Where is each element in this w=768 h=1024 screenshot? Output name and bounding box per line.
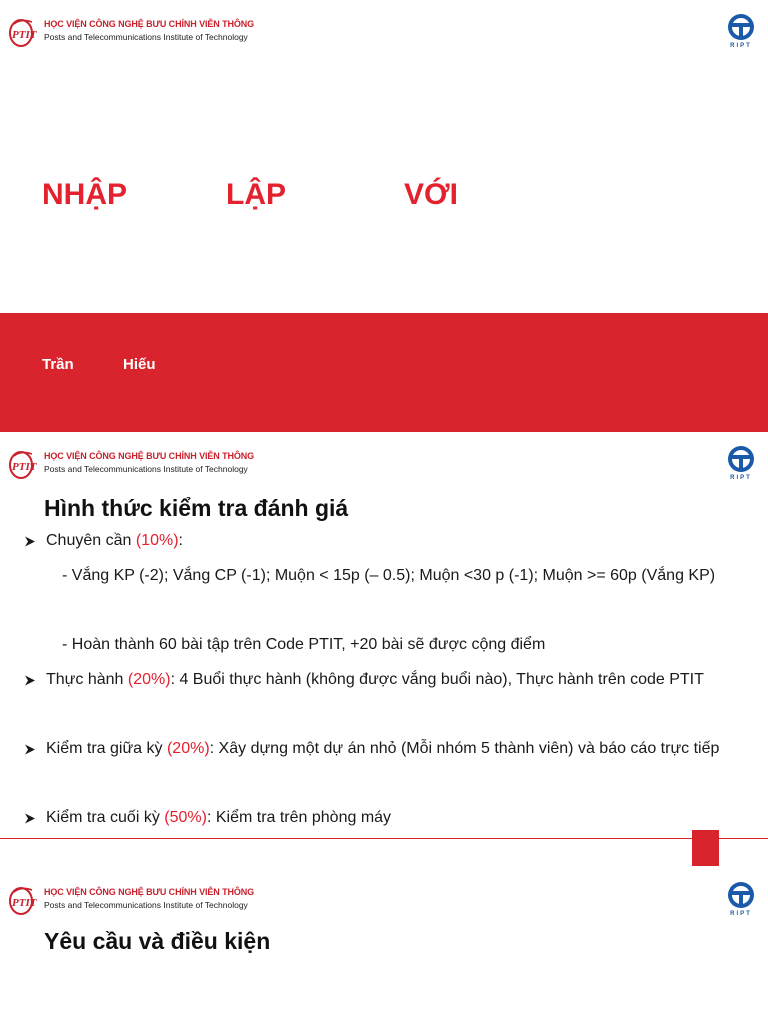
ript-logo-icon — [723, 444, 759, 480]
course-title-word-1: NHẬP — [42, 178, 128, 211]
arrow-bullet-icon — [22, 663, 40, 697]
slide-title: Hình thức kiểm tra đánh giá — [44, 495, 349, 521]
attendance-rule-exercises: - Hoàn thành 60 bài tập trên Code PTIT, +20 bài sẽ được cộng điểm — [62, 636, 546, 653]
author-band — [0, 313, 768, 432]
bullet-label: Kiểm tra cuối kỳ — [46, 809, 165, 826]
requirements-slide — [0, 868, 768, 1024]
weight-percent: (20%) — [127, 671, 171, 688]
bullet-practice — [22, 663, 742, 698]
weight-percent: (50%) — [164, 809, 207, 826]
ptit-logo-icon — [8, 14, 42, 50]
ript-logo-icon — [723, 12, 759, 48]
ptit-logo-icon — [8, 446, 42, 482]
ptit-logo-text: PTIT — [12, 897, 37, 909]
bullet-detail: : Kiểm tra trên phòng máy — [206, 809, 392, 826]
ript-logo-text: RIPT — [730, 475, 752, 480]
attendance-rule-absence: - Vắng KP (-2); Vắng CP (-1); Muộn < 15p (– 0.5); Muộn <30 p (-1); Muộn >= 60p (Vắng KP) — [62, 567, 716, 584]
bullet-final-exam — [22, 801, 742, 836]
slide-title: Yêu cầu và điều kiện — [44, 928, 271, 954]
author-name-word-1: Trần — [42, 356, 74, 373]
arrow-bullet-icon — [22, 524, 40, 558]
bullet-attendance — [22, 524, 742, 559]
weight-percent: (20%) — [166, 740, 210, 757]
bullet-label: Chuyên cần — [46, 532, 136, 549]
arrow-bullet-icon — [22, 732, 40, 766]
footer-accent-block — [692, 830, 719, 866]
institute-name-en: Posts and Telecommunications Institute of Technology — [44, 464, 248, 474]
ript-logo-text: RIPT — [730, 911, 752, 916]
bullet-detail: : Xây dựng một dự án nhỏ (Mỗi nhóm 5 thành viên) và báo cáo trực tiếp — [209, 740, 720, 757]
institute-name-en: Posts and Telecommunications Institute of Technology — [44, 900, 248, 910]
institute-name-vn: HỌC VIỆN CÔNG NGHỆ BƯU CHÍNH VIỄN THÔNG — [44, 451, 255, 461]
assessment-slide — [0, 432, 768, 868]
title-slide — [0, 0, 768, 432]
institute-name-en: Posts and Telecommunications Institute of Technology — [44, 32, 248, 42]
institute-name-vn: HỌC VIỆN CÔNG NGHỆ BƯU CHÍNH VIỄN THÔNG — [44, 19, 255, 29]
slide-header — [0, 432, 768, 492]
slide-header — [0, 868, 768, 928]
footer-divider — [0, 838, 768, 839]
bullet-detail: : — [178, 532, 183, 549]
ptit-logo-text: PTIT — [12, 29, 37, 41]
bullet-detail: : 4 Buổi thực hành (không được vắng buổi nào), Thực hành trên code PTIT — [170, 671, 704, 688]
arrow-bullet-icon — [22, 801, 40, 835]
institute-name-vn: HỌC VIỆN CÔNG NGHỆ BƯU CHÍNH VIỄN THÔNG — [44, 887, 255, 897]
course-title-word-3: VỚI — [404, 178, 458, 211]
ptit-logo-icon — [8, 882, 42, 918]
bullet-label: Thực hành — [46, 671, 128, 688]
bullet-midterm — [22, 732, 742, 767]
course-title-word-2: LẬP — [226, 178, 286, 211]
ript-logo-text: RIPT — [730, 43, 752, 48]
ptit-logo-text: PTIT — [12, 461, 37, 473]
weight-percent: (10%) — [135, 532, 179, 549]
author-name-word-2: Hiếu — [123, 356, 156, 373]
ript-logo-icon — [723, 880, 759, 916]
slide-header — [0, 0, 768, 60]
bullet-label: Kiểm tra giữa kỳ — [46, 740, 167, 757]
